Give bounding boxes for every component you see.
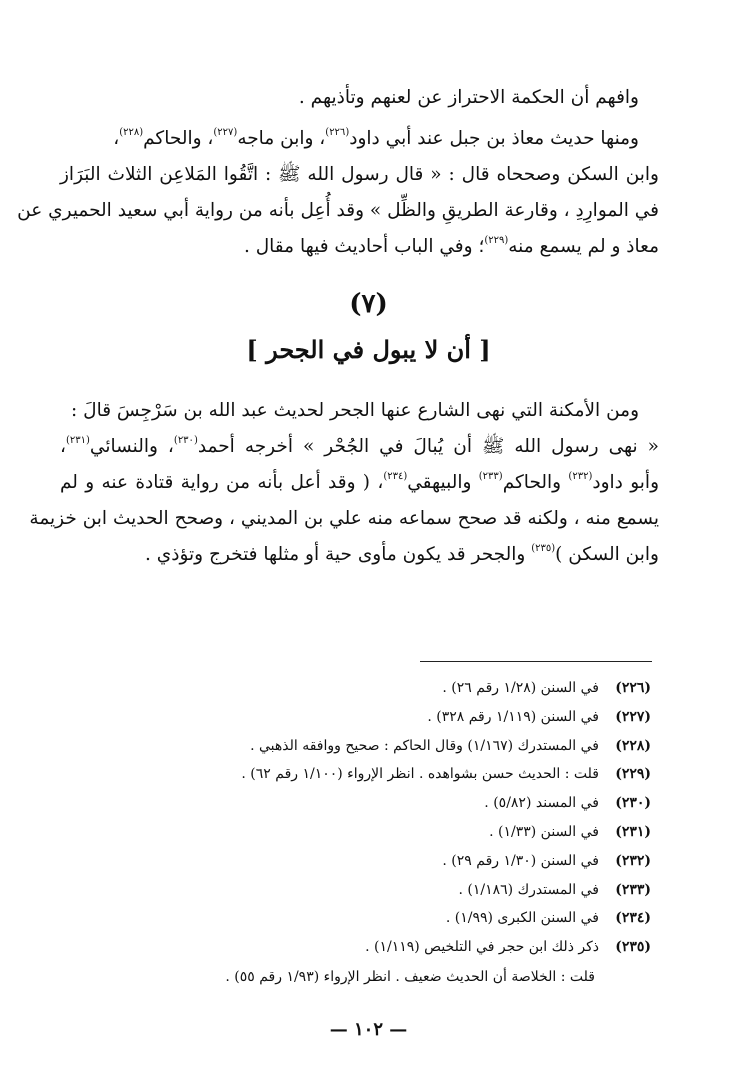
line-text: وافهم أن الحكمة الاحتراز عن لعنهم وتأذيهم . (298, 87, 639, 108)
footnote-ref[interactable]: (٢٢٦) (325, 127, 350, 138)
line-text: ، والحاكم (143, 128, 214, 149)
paragraph-line (60, 429, 659, 465)
footnote-ref[interactable]: (٢٢٨) (119, 127, 144, 138)
footnote-text: في المستدرك (١/١٨٦) . (458, 881, 599, 898)
footnote-ref[interactable]: (٢٢٧) (213, 127, 238, 138)
footnote-ref[interactable]: (٢٣٠) (173, 435, 198, 446)
footnote-item (60, 847, 651, 876)
footnote-ref[interactable]: (٢٣٤) (383, 471, 408, 482)
footnote-continuation: قلت : الخلاصة أن الحديث ضعيف . انظر الإرواء (١/٩٣ رقم ٥٥) . (225, 969, 595, 985)
line-text: ، (113, 128, 120, 149)
line-text: ومنها حديث معاذ بن جبل عند أبي داود (349, 128, 639, 149)
footnote-number: (٢٣٠) (615, 795, 651, 812)
footnote-item (60, 674, 651, 703)
footnote-number: (٢٣١) (615, 823, 651, 840)
paragraph-line (60, 465, 659, 501)
section-title: [ أن لا يبول في الجحر ] (246, 335, 491, 364)
paragraph-line (60, 121, 659, 157)
line-text: يسمع منه ، ولكنه قد صحح سماعه منه علي بن المديني ، وصحح الحديث ابن خزيمة (29, 508, 659, 529)
footnote-number: (٢٢٧) (615, 708, 651, 725)
line-text: ، ( وقد أعل بأنه من رواية قتادة عنه و لم (60, 472, 384, 493)
line-text: ، والنسائي (89, 436, 174, 457)
paragraph-line (29, 501, 659, 537)
paragraph-1 (60, 80, 659, 116)
line-text: ؛ وفي الباب أحاديث فيها مقال . (243, 236, 485, 257)
line-text: ومن الأمكنة التي نهى الشارع عنها الجحر لحديث عبد الله بن سَرْجِسَ قالَ : (71, 400, 639, 421)
footnote-number: (٢٣٢) (615, 852, 651, 869)
paragraph-line (60, 157, 659, 193)
footnotes-list (60, 674, 651, 962)
footnote-text: في السنن الكبرى (١/٩٩) . (445, 910, 599, 927)
footnote-number: (٢٣٥) (615, 939, 651, 956)
line-text: والبيهقي (407, 472, 479, 493)
line-text: في الموارِدِ ، وقارعة الطريقِ والظِّل » وقد أُعِل بأنه من رواية أبي سعيد الحميري عن (17, 200, 659, 221)
line-text: والجحر قد يكون مأوى حية أو مثلها فتخرج وتؤذي . (145, 544, 532, 565)
footnote-text: في السنن (١/٢٨ رقم ٢٦) . (442, 680, 599, 696)
line-text: وابن السكن ) (555, 544, 659, 565)
line-text: وابن السكن وصححاه قال : « قال رسول الله ﷺ : اتَّقُوا المَلاعِن الثلاث البَرَاز (60, 164, 659, 185)
footnote-ref[interactable]: (٢٢٩) (484, 235, 509, 246)
footnote-text: في السنن (١/١١٩ رقم ٣٢٨) . (427, 708, 599, 725)
paragraph-line (60, 229, 659, 265)
paragraph-3 (29, 393, 660, 573)
paragraph-2 (17, 121, 659, 265)
footnote-number: (٢٢٦) (615, 680, 651, 696)
footnote-item (60, 789, 651, 818)
footnote-separator (420, 661, 652, 662)
line-text: « نهى رسول الله ﷺ أن يُبالَ في الجُحْر » أخرجه أحمد (197, 436, 659, 457)
paragraph-line (60, 393, 659, 429)
line-text: ، وابن ماجه (237, 128, 326, 149)
footnote-item (60, 904, 651, 933)
footnote-item (60, 760, 651, 789)
line-text: والحاكم (502, 472, 569, 493)
footnote-text: قلت : الحديث حسن بشواهده . انظر الإرواء (١/١٠٠ رقم ٦٢) . (241, 766, 599, 783)
footnote-number: (٢٢٨) (615, 737, 651, 754)
footnote-text: في السنن (١/٣٠ رقم ٢٩) . (442, 852, 599, 869)
line-text: وأبو داود (592, 472, 660, 493)
footnote-ref[interactable]: (٢٣٥) (531, 543, 556, 554)
footnote-text: في المسند (٥/٨٢) . (484, 795, 599, 812)
line-text: ، (60, 436, 66, 457)
paragraph-line (60, 80, 659, 116)
page-number: — ١٠٢ — (329, 1019, 408, 1040)
line-text: معاذ و لم يسمع منه (508, 236, 659, 257)
footnote-ref[interactable]: (٢٣٢) (568, 471, 593, 482)
paragraph-line (60, 537, 659, 573)
footnote-item (60, 732, 651, 761)
footnote-text: في السنن (١/٣٣) . (489, 823, 599, 840)
footnote-number: (٢٣٤) (615, 910, 651, 927)
footnote-item (60, 933, 651, 962)
footnote-item (60, 703, 651, 732)
footnote-text: ذكر ذلك ابن حجر في التلخيص (١/١١٩) . (365, 939, 599, 956)
footnote-number: (٢٢٩) (615, 766, 651, 783)
paragraph-line (17, 193, 659, 229)
footnote-ref[interactable]: (٢٣٣) (478, 471, 503, 482)
footnote-number: (٢٣٣) (615, 881, 651, 898)
footnote-item (60, 818, 651, 847)
footnote-item (60, 876, 651, 905)
section-number: (٧) (349, 289, 388, 319)
footnote-text: في المستدرك (١/١٦٧) وقال الحاكم : صحيح ووافقه الذهبي . (250, 737, 599, 754)
footnote-ref[interactable]: (٢٣١) (65, 435, 90, 446)
